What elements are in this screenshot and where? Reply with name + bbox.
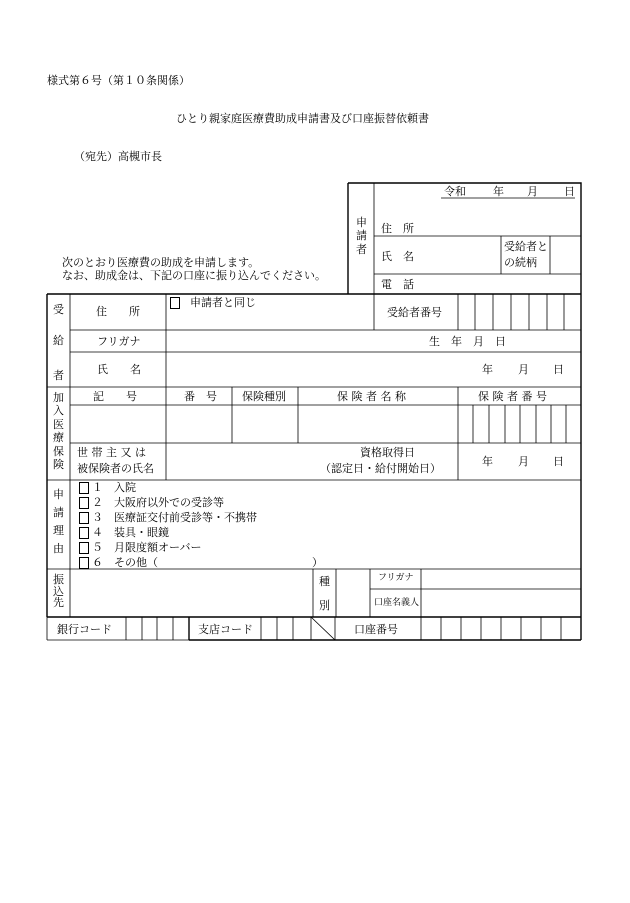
form-title: ひとり親家庭医療費助成申請書及び口座振替依頼書 [176,112,429,125]
insurance-side-label: 加 入 医 療 保 険 [53,391,64,472]
furigana-label: フリガナ [97,335,141,348]
recipient-side-label-1: 受 [53,303,64,316]
insurer-number-label: 保 険 者 番 号 [478,390,547,403]
date-day-label: 日 [564,185,575,198]
reason-checkbox-5[interactable] [79,542,89,554]
qualification-day-label: 日 [553,455,564,468]
form-number: 様式第６号（第１０条関係） [47,74,190,87]
addressee: （宛先）高槻市長 [74,150,162,163]
insurance-number-label: 番 号 [184,390,217,403]
branch-code-label: 支店コード [198,623,253,636]
recipient-side-label-3: 者 [53,369,64,382]
insurance-symbol-label: 記 号 [93,390,137,403]
reason-checkbox-4[interactable] [79,527,89,539]
birth-month-label: 月 [518,363,529,376]
reason-checkbox-1[interactable] [79,482,89,494]
reason-item-6: ６ その他（ [92,556,158,569]
account-number-label: 口座番号 [354,623,398,636]
insurance-type-label: 保険種別 [242,390,286,403]
date-year-label: 年 [493,185,504,198]
reason-checkbox-2[interactable] [79,497,89,509]
same-as-applicant-checkbox[interactable] [170,297,180,309]
recipient-side-label-2: 給 [53,334,64,347]
birth-year-label: 年 [482,363,493,376]
reason-other-close-paren: ） [312,556,323,569]
transfer-side-label: 振 込 先 [53,573,64,610]
qualification-date-label: 資格取得日 [360,446,415,459]
reason-item-1: １ 入院 [92,481,136,494]
qualification-date-sub-label: （認定日・給付開始日） [320,462,441,475]
applicant-phone-label: 電 話 [381,278,414,291]
intro-line-2: なお、助成金は、下記の口座に振り込んでください。 [62,269,326,282]
applicant-name-label: 氏 名 [381,250,414,263]
reasons-side-label: 申 請 理 由 [53,488,64,556]
reason-item-2: ２ 大阪府以外での受診等 [92,496,224,509]
recipient-address-label: 住 所 [96,305,140,318]
householder-label-1: 世 帯 主 又 は [77,446,146,459]
relation-label-1: 受給者と [504,240,548,253]
birth-day-label: 日 [553,363,564,376]
bank-code-label: 銀行コード [57,623,112,636]
applicant-side-label: 申 請 者 [356,216,367,256]
account-furigana-label: フリガナ [378,573,414,583]
applicant-address-label: 住 所 [381,222,414,235]
birth-date-label: 生 年 月 日 [429,335,506,348]
relation-label-2: の続柄 [504,256,537,269]
reason-checkbox-6[interactable] [79,557,89,569]
qualification-year-label: 年 [482,455,493,468]
qualification-month-label: 月 [518,455,529,468]
householder-label-2: 被保険者の氏名 [77,462,154,475]
date-month-label: 月 [527,185,538,198]
account-type-label-2: 別 [319,599,330,612]
account-holder-label: 口座名義人 [374,598,420,608]
recipient-name-label: 氏 名 [97,363,141,376]
reason-item-4: ４ 装具・眼鏡 [92,526,169,539]
reason-item-3: ３ 医療証交付前受診等・不携帯 [92,511,257,524]
date-era: 令和 [444,185,466,198]
reason-checkbox-3[interactable] [79,512,89,524]
reason-item-5: ５ 月限度額オーバー [92,541,202,554]
same-as-applicant-label: 申請者と同じ [190,296,256,309]
account-type-label-1: 種 [319,575,330,588]
insurer-name-label: 保 険 者 名 称 [337,390,406,403]
recipient-number-label: 受給者番号 [387,306,442,319]
intro-line-1: 次のとおり医療費の助成を申請します。 [62,256,260,269]
